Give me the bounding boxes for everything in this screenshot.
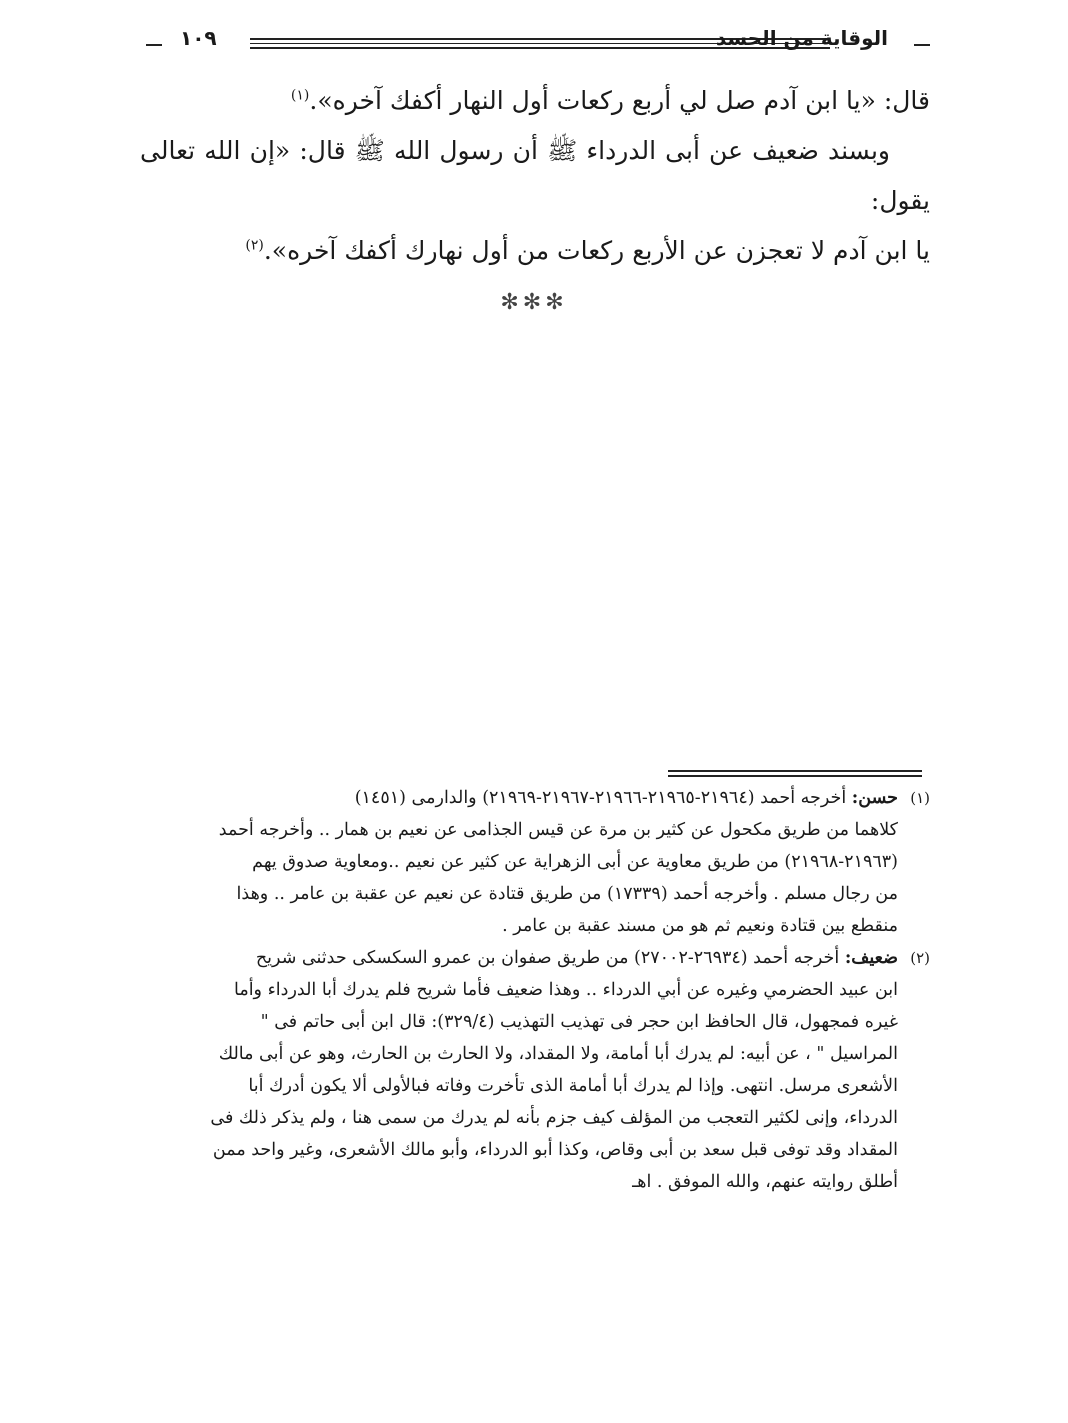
- paragraph-2-line-2: [140, 226, 930, 276]
- footnote-1-line-3: (٢١٩٦٣-٢١٩٦٨) من طريق معاوية عن أبى الزهراية عن كثير عن نعيم ..ومعاوية صدوق يهم: [252, 852, 898, 872]
- main-text: [140, 76, 930, 276]
- footnote-2-number: (٢): [910, 949, 930, 967]
- footnote-2-line-8: أطلق روايته عنهم، والله الموفق . اهـ: [632, 1172, 898, 1192]
- page-number: ١٠٩: [180, 26, 217, 50]
- footnote-ref-1: (١): [290, 87, 310, 104]
- footnote-2: [140, 942, 930, 1198]
- footnote-2-line-2: ابن عبيد الحضرمي وغيره عن أبي الدرداء .. وهذا ضعيف فأما شريح فلم يدرك أبا الدرداء وأما: [233, 980, 898, 1000]
- footnotes: [140, 782, 930, 1198]
- footnote-2-line-5: الأشعرى مرسل. انتهى. وإذا لم يدرك أبا أمامة الذى تأخرت وفاته فبالأولى ألا يكون أدرك أبا: [248, 1076, 898, 1096]
- footnote-rule: [668, 770, 922, 778]
- footnote-1-line-5: منقطع بين قتادة ونعيم ثم هو من مسند عقبة بن عامر .: [502, 916, 898, 936]
- section-separator: ✻✻✻: [500, 290, 568, 315]
- footnote-2-line-6: الدرداء، وإنى لكثير التعجب من المؤلف كيف جزم بأنه لم يدرك من سمى هنا ، ولم يذكر ذلك فى: [210, 1108, 898, 1128]
- footnote-1-line-1-text: أخرجه أحمد (٢١٩٦٤-٢١٩٦٥-٢١٩٦٦-٢١٩٦٧-٢١٩٦٩) والدارمى (١٤٥١): [354, 788, 847, 808]
- paragraph-2-line-1: وبسند ضعيف عن أبى الدرداء ﷺ أن رسول الله ﷺ قال: «إن الله تعالى يقول:: [140, 136, 930, 215]
- footnote-1-line-2: كلاهما من طريق مكحول عن كثير بن مرة عن قيس الجذامى عن نعيم بن همار .. وأخرجه أحمد: [218, 820, 898, 840]
- footnote-1-number: (١): [910, 789, 930, 807]
- page-header: [140, 26, 930, 60]
- paragraph-2-line-2-text: يا ابن آدم لا تعجزن عن الأربع ركعات من أول نهارك أكفك آخره».: [263, 236, 930, 265]
- footnote-1: [140, 782, 930, 942]
- footnote-2-line-7: المقداد وقد توفى قبل سعد بن أبى وقاص، وكذا أبو الدرداء، وأبو مالك الأشعرى، وغير واحد ممن: [212, 1140, 898, 1160]
- footnote-2-line-4: المراسيل " ، عن أبيه: لم يدرك أبا أمامة، ولا المقداد، ولا الحارث بن الحارث، وهو عن أبى مالك: [218, 1044, 898, 1064]
- footnote-2-lead: ضعيف:: [844, 948, 898, 968]
- header-dash-left: [146, 44, 162, 46]
- paragraph-1: [140, 76, 930, 126]
- footnote-2-line-1: [140, 942, 898, 974]
- paragraph-1-text: قال: «يا ابن آدم صل لي أربع ركعات أول النهار أكفك آخره».: [309, 86, 930, 115]
- footnote-1-line-1: [140, 782, 898, 814]
- running-title: الوقاية من الحسد: [715, 26, 888, 50]
- footnote-1-line-4: من رجال مسلم . وأخرجه أحمد (١٧٣٣٩) من طريق قتادة عن نعيم عن عقبة بن عامر .. وهذا: [236, 884, 898, 904]
- header-dash-right: [914, 44, 930, 46]
- footnote-ref-2: (٢): [245, 237, 264, 254]
- footnote-2-line-3: غيره فمجهول، قال الحافظ ابن حجر فى تهذيب التهذيب (٣٢٩/٤): قال ابن أبى حاتم فى ": [260, 1012, 898, 1032]
- footnote-1-lead: حسن:: [851, 788, 898, 808]
- footnote-2-line-1-text: أخرجه أحمد (٢٦٩٣٤-٢٧٠٠٢) من طريق صفوان بن عمرو السكسكى حدثنى شريح: [255, 948, 840, 968]
